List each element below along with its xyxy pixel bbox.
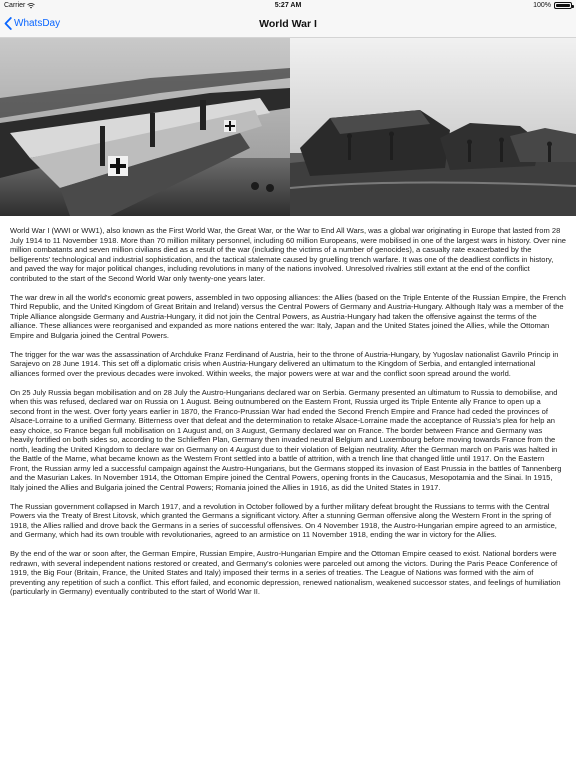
- chevron-left-icon: [4, 17, 12, 30]
- back-label: WhatsDay: [14, 18, 61, 29]
- article-paragraph: World War I (WWI or WW1), also known as the First World War, the Great War, or the War to End All Wars, was a global war originating in Europe that lasted from 28 July 1914 to 11 November 1918. More than 70 million military personnel, including 60 million Europeans, were mobilised in one of the largest wars in history. Over nine million combatants and seven million civilians died as a result of the war (including the victims of a number of genocides), a casualty rate exacerbated by the belligerents' technological and industrial sophistication, and the tactical stalemate caused by gruelling trench warfare. It was one of the deadliest conflicts in history, and paved the way for major political changes, including revolutions in many of the nations involved. Unresolved rivalries still extant at the end of the conflict contributed to the start of the Second World War only twenty-one years later.: [10, 226, 566, 283]
- article-paragraph: The war drew in all the world's economic great powers, assembled in two opposing alliances: the Allies (based on the Triple Entente of the Russian Empire, the French Third Republic, and the United Kingdom of Great Britain and Ireland) versus the Central Powers of Germany and Austria-Hungary. Although Italy was a member of the Triple Alliance alongside Germany and Austria-Hungary, it did not join the Central Powers, as Austria-Hungary had taken the offensive against the terms of the alliance. These alliances were reorganised and expanded as more nations entered the war: Italy, Japan and the United States joined the Allies, while the Ottoman Empire and Bulgaria joined the Central Powers.: [10, 292, 567, 340]
- photo-icon: [0, 38, 576, 216]
- page-title: World War I: [259, 18, 317, 30]
- back-button[interactable]: [4, 17, 60, 30]
- battery-icon: [554, 2, 572, 9]
- status-bar: [0, 0, 576, 12]
- article-body: [10, 226, 566, 606]
- article-paragraph: On 25 July Russia began mobilisation and on 28 July the Austro-Hungarians declared war on Serbia. Germany presented an ultimatum to Russia to demobilise, and when this was refused, declared war on Russia on 1 August. Being outnumbered on the Eastern Front, Russia urged its Triple Entente ally France to open up a second front in the west. Over forty years earlier in 1870, the Franco-Prussian War had ended the Second French Empire and France had ceded the provinces of Alsace-Lorraine to a unified Germany. Bitterness over that defeat and the determination to retake Alsace-Lorraine made the acceptance of Russia's plea for help an easy choice, so France began full mobilisation on 1 August and, on 3 August, Germany declared war on France. The border between France and Germany was heavily fortified on both sides so, according to the Schlieffen Plan, Germany then invaded neutral Belgium and Luxembourg before moving towards France from the north, leading the United Kingdom to declare war on Germany on 4 August due to their violation of Belgian neutrality. After the German march on Paris was halted in the Battle of the Marne, what became known as the Western Front settled into a battle of attrition, with a trench line that changed little until 1917. On the Eastern Front, the Russian army led a successful campaign against the Austro-Hungarians, but the Germans stopped its invasion of East Prussia in the battles of Tannenberg and the Masurian Lakes. In November 1914, the Ottoman Empire joined the Central Powers, opening fronts in the Caucasus, Mesopotamia and the Sinai. In 1915, Italy joined the Allies and Bulgaria joined the Central Powers; Romania joined the Allies in 1916, as did the United States in 1917.: [10, 387, 562, 492]
- hero-photo: [0, 38, 576, 216]
- carrier-label: Carrier: [4, 2, 26, 9]
- status-right: [533, 2, 572, 9]
- article-paragraph: The trigger for the war was the assassination of Archduke Franz Ferdinand of Austria, heir to the throne of Austria-Hungary, by Yugoslav nationalist Gavrilo Princip in Sarajevo on 28 June 1914. This set off a diplomatic crisis when Austria-Hungary delivered an ultimatum to the Kingdom of Serbia, and entangled international alliances formed over the previous decades were invoked. Within weeks, the major powers were at war and the conflict soon spread around the world.: [10, 349, 559, 378]
- battery-percent: 100%: [533, 2, 551, 9]
- status-time: 5:27 AM: [274, 2, 302, 9]
- article-paragraph: The Russian government collapsed in March 1917, and a revolution in October followed by a further military defeat brought the Russians to terms with the Central Powers via the Treaty of Brest Litovsk, which granted the Germans a significant victory. After a stunning German offensive along the Western Front in the spring of 1918, the Allies rallied and drove back the Germans in a series of successful offensives. On 4 November 1918, the Austro-Hungarian empire agreed to an armistice, and Germany, which had its own trouble with revolutionaries, agreed to an armistice on 11 November 1918, ending the war in victory for the Allies.: [10, 501, 557, 539]
- navigation-bar: [0, 12, 576, 38]
- article-paragraph: By the end of the war or soon after, the German Empire, Russian Empire, Austro-Hungarian Empire and the Ottoman Empire ceased to exist. National borders were redrawn, with several independent nations restored or created, and Germany's colonies were parceled out among the victors. During the Paris Peace Conference of 1919, the Big Four (Britain, France, the United States and Italy) imposed their terms in a series of treaties. The League of Nations was formed with the aim of preventing any repetition of such a conflict. This effort failed, and economic depression, renewed nationalism, weakened successor states, and feelings of humiliation (particularly in Germany) eventually contributed to the start of World War II.: [10, 549, 561, 596]
